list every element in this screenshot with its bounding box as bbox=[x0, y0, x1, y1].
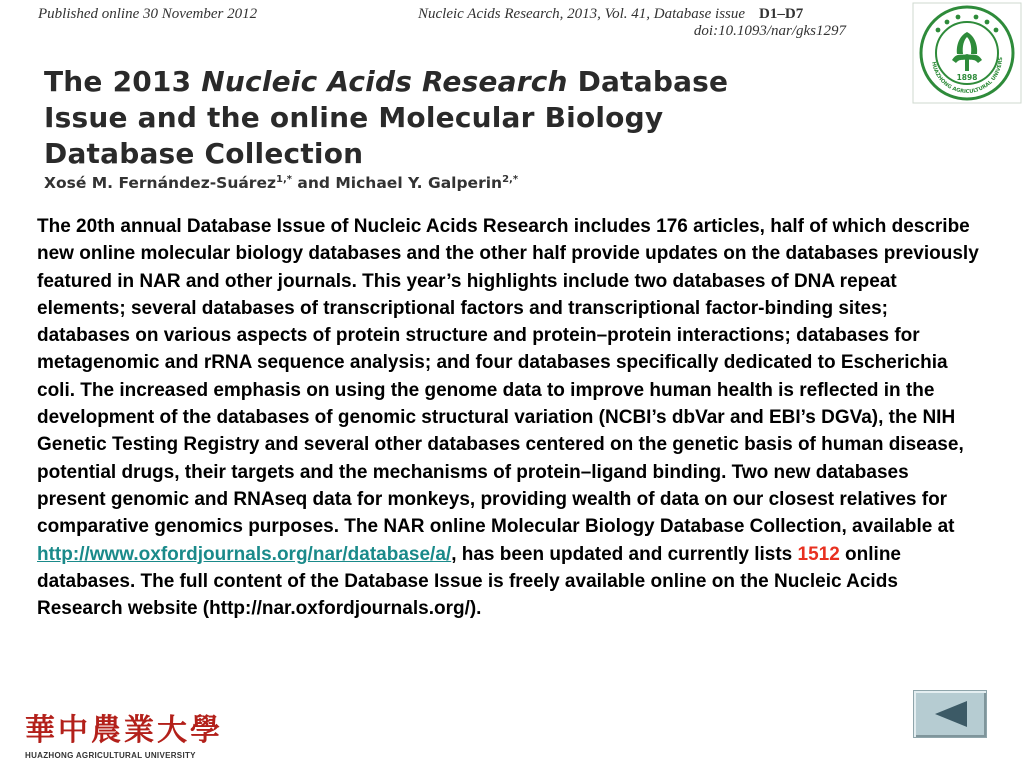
database-count: 1512 bbox=[797, 543, 840, 565]
title-line3: Database Collection bbox=[44, 137, 364, 170]
author-2: and Michael Y. Galperin bbox=[292, 174, 503, 193]
doi: doi:10.1093/nar/gks1297 bbox=[693, 23, 846, 39]
footer-university-logo bbox=[25, 712, 223, 764]
university-emblem bbox=[912, 2, 1022, 104]
author-1: Xosé M. Fernández-Suárez bbox=[44, 174, 276, 193]
emblem-ring-text: HUAZHONG AGRICULTURAL UNIVERS bbox=[930, 56, 1005, 96]
author-1-affil: 1,* bbox=[276, 174, 292, 185]
footer-english-name: HUAZHONG AGRICULTURAL UNIVERSITY bbox=[25, 751, 196, 760]
back-button[interactable] bbox=[913, 690, 987, 738]
paper-title bbox=[44, 64, 744, 172]
authors bbox=[44, 174, 518, 192]
footer-chinese-name: 華中農業大學 bbox=[25, 713, 223, 748]
title-prefix: The 2013 bbox=[44, 65, 202, 98]
published-date: Published online 30 November 2012 bbox=[38, 6, 258, 22]
emblem-year: 1898 bbox=[956, 73, 978, 82]
author-2-affil: 2,* bbox=[502, 174, 519, 185]
abstract-part3: online databases. The full content of the Database Issue is freely available online on the Nucleic Acids Research website (http://nar.oxfordjournals.org/). bbox=[37, 543, 902, 620]
database-collection-link[interactable]: http://www.oxfordjournals.org/nar/database/a/ bbox=[37, 543, 452, 565]
title-line1-end: Database bbox=[567, 65, 729, 98]
title-line2: Issue and the online Molecular Biology bbox=[44, 101, 664, 134]
abstract-part1: The 20th annual Database Issue of Nucleic Acids Research includes 176 articles, half of which describe new online molecular biology databases and the other half provide updates on the databases previously featured in NAR and other journals. This year’s highlights include two databases of DNA repeat elements; several databases of transcriptional factors and transcriptional factor-binding sites; databases on various aspects of protein structure and protein–protein interactions; databases for metagenomic and rRNA sequence analysis; and four databases specifically dedicated to Escherichia coli. The increased emphasis on using the genome data to improve human health is reflected in the development of the databases of genomic structural variation (NCBI’s dbVar and EBI’s DGVa), the NIH Genetic Testing Registry and several other databases centered on the genetic basis of human disease, potential drugs, their targets and the mechanisms of protein–ligand binding. Two new databases present genomic and RNAseq data for monkeys, providing wealth of data on our closest relatives for comparative genomics purposes. The NAR online Molecular Biology Database Collection, available at bbox=[37, 216, 979, 538]
abstract-part2: , has been updated and currently lists bbox=[451, 543, 798, 565]
journal-name: Nucleic Acids Research, 2013, Vol. 41, Database issue bbox=[418, 6, 746, 22]
journal-citation bbox=[418, 6, 846, 40]
title-journal: Nucleic Acids Research bbox=[201, 65, 568, 98]
page-range: D1–D7 bbox=[759, 6, 804, 22]
triangle-left-icon bbox=[933, 699, 969, 729]
abstract-text bbox=[37, 213, 982, 622]
